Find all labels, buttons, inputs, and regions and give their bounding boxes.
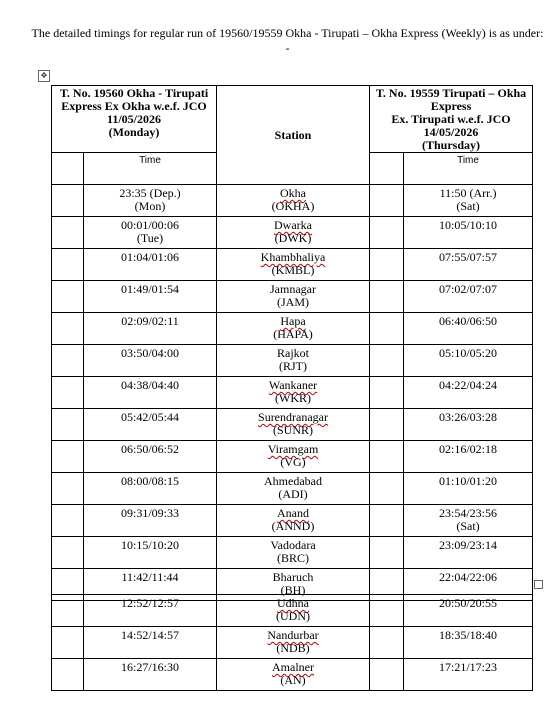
station-cell	[217, 345, 370, 377]
arrival-time-cell	[404, 473, 533, 505]
blank-cell	[52, 659, 84, 691]
departure-time-cell	[84, 313, 217, 345]
station-header: Station	[217, 86, 370, 185]
station-code: (ANND)	[271, 519, 315, 533]
table-row	[52, 627, 533, 659]
time-text: 05:42/05:44	[120, 410, 179, 424]
station-cell	[217, 659, 370, 691]
arrival-time-cell	[404, 281, 533, 313]
arrival-time-cell	[404, 377, 533, 409]
table-row	[52, 217, 533, 249]
blank-cell	[370, 345, 404, 377]
time-text: 04:38/04:40	[120, 378, 179, 392]
blank-cell	[52, 249, 84, 281]
table-row	[52, 659, 533, 691]
departure-time-cell	[84, 441, 217, 473]
time-text: 00:01/00:06	[120, 218, 179, 232]
station-cell	[217, 217, 370, 249]
table-row	[52, 377, 533, 409]
table-row	[52, 249, 533, 281]
arrival-time-cell	[404, 505, 533, 537]
time-text: 17:21/17:23	[438, 660, 497, 674]
station-code: (AN)	[280, 673, 306, 687]
station-name: Hapa	[280, 314, 306, 328]
table-row	[52, 409, 533, 441]
time-text: 03:26/03:28	[439, 410, 498, 424]
station-code: (ADI)	[278, 487, 308, 501]
station-code: (OKHA)	[271, 199, 315, 213]
station-name: Nandurbar	[267, 628, 319, 642]
blank-cell	[370, 627, 404, 659]
blank-cell	[370, 409, 404, 441]
blank-cell	[52, 377, 84, 409]
table-row	[52, 595, 533, 627]
time-label-left: Time	[84, 153, 217, 185]
station-code: (SUNR)	[272, 423, 313, 437]
station-code: (NDB)	[276, 641, 310, 655]
time-text: 06:50/06:52	[120, 442, 179, 456]
departure-time-cell	[84, 659, 217, 691]
arrival-time-cell	[404, 313, 533, 345]
departure-time-cell	[84, 185, 217, 217]
blank-cell	[370, 217, 404, 249]
blank-cell	[370, 595, 404, 627]
station-code: (VG)	[280, 455, 306, 469]
station-name: Bharuch	[272, 570, 314, 584]
station-cell	[217, 473, 370, 505]
blank-cell	[52, 281, 84, 313]
blank-cell	[52, 595, 84, 627]
right-header-line: T. No. 19559 Tirupati – Okha Express	[375, 86, 527, 113]
departure-time-cell	[84, 409, 217, 441]
station-cell	[217, 627, 370, 659]
arrival-time-cell	[404, 185, 533, 217]
blank-cell	[370, 659, 404, 691]
left-header-line: 11/05/2026	[106, 112, 161, 126]
blank-cell	[370, 185, 404, 217]
station-code: (RJT)	[279, 359, 307, 373]
departure-time-cell	[84, 281, 217, 313]
time-text: 07:02/07:07	[439, 282, 498, 296]
time-text: 04:22/04:24	[439, 378, 498, 392]
time-text: 20:50/20:55	[438, 596, 497, 610]
blank-cell	[370, 473, 404, 505]
departure-time-cell	[84, 505, 217, 537]
departure-time-cell	[84, 473, 217, 505]
station-code: (DWK)	[274, 231, 312, 245]
table-row	[52, 281, 533, 313]
table-move-handle-icon[interactable]: ✥	[38, 70, 50, 82]
right-header-line: Ex. Tirupati w.e.f. JCO 14/05/2026	[391, 112, 511, 139]
time-text: 11:42/11:44	[121, 570, 179, 584]
time-text: 18:35/18:40	[438, 628, 497, 642]
station-name: Okha	[280, 186, 306, 200]
left-header-line: T. No. 19560 Okha - Tirupati	[59, 86, 209, 100]
blank-cell	[52, 441, 84, 473]
time-text: 22:04/22:06	[439, 570, 498, 584]
departure-time-cell	[84, 249, 217, 281]
station-cell	[217, 409, 370, 441]
table-row	[52, 537, 533, 569]
time-text: 14:52/14:57	[120, 628, 179, 642]
time-text: 07:55/07:57	[439, 250, 498, 264]
time-text: 02:16/02:18	[439, 442, 498, 456]
time-text: 01:04/01:06	[120, 250, 179, 264]
timetable-part-1	[51, 85, 533, 601]
station-cell	[217, 595, 370, 627]
blank-cell	[370, 153, 404, 185]
left-header-line: Express Ex Okha w.e.f. JCO	[61, 99, 207, 113]
table-row	[52, 473, 533, 505]
time-text: 11:50 (Arr.)	[439, 186, 497, 200]
left-train-header	[52, 86, 217, 153]
blank-cell	[370, 537, 404, 569]
station-name: Udhna	[277, 596, 309, 610]
time-text: (Mon)	[134, 199, 166, 213]
blank-cell	[52, 313, 84, 345]
blank-cell	[52, 409, 84, 441]
arrival-time-cell	[404, 595, 533, 627]
station-name: Ahmedabad	[264, 474, 322, 488]
station-cell	[217, 441, 370, 473]
blank-cell	[370, 313, 404, 345]
time-text: 09:31/09:33	[120, 506, 179, 520]
time-text: 10:15/10:20	[120, 538, 179, 552]
time-text: 02:09/02:11	[121, 314, 179, 328]
station-cell	[217, 505, 370, 537]
blank-cell	[52, 345, 84, 377]
time-text: (Tue)	[136, 231, 164, 245]
time-label-right: Time	[404, 153, 533, 185]
station-name: Jamnagar	[270, 282, 316, 296]
blank-cell	[52, 185, 84, 217]
table-row	[52, 313, 533, 345]
station-cell	[217, 313, 370, 345]
station-code: (HAPA)	[273, 327, 313, 341]
blank-cell	[52, 537, 84, 569]
timetable-part-2	[51, 594, 533, 691]
blank-cell	[52, 217, 84, 249]
arrival-time-cell	[404, 345, 533, 377]
station-code: (KMBL)	[271, 263, 315, 277]
departure-time-cell	[84, 217, 217, 249]
departure-time-cell	[84, 595, 217, 627]
station-name: Viramgam	[267, 442, 319, 456]
blank-cell	[52, 153, 84, 185]
station-cell	[217, 537, 370, 569]
time-text: 01:10/01:20	[439, 474, 498, 488]
station-code: (WKR)	[275, 391, 311, 405]
station-cell	[217, 249, 370, 281]
arrival-time-cell	[404, 217, 533, 249]
table-row	[52, 185, 533, 217]
arrival-time-cell	[404, 659, 533, 691]
arrival-time-cell	[404, 441, 533, 473]
station-code: (UDN)	[276, 609, 310, 623]
blank-cell	[52, 627, 84, 659]
table-row	[52, 441, 533, 473]
time-text: 05:10/05:20	[439, 346, 498, 360]
arrival-time-cell	[404, 409, 533, 441]
station-code: (JAM)	[277, 295, 309, 309]
station-code: (BH)	[280, 583, 306, 597]
time-text: 01:49/01:54	[120, 282, 179, 296]
arrival-time-cell	[404, 627, 533, 659]
time-text: 23:09/23:14	[439, 538, 498, 552]
station-name: Anand	[277, 506, 309, 520]
station-name: Khambhaliya	[260, 250, 326, 264]
right-train-header	[370, 86, 533, 153]
table-resize-handle[interactable]	[534, 580, 543, 589]
time-text: 06:40/06:50	[439, 314, 498, 328]
departure-time-cell	[84, 345, 217, 377]
time-text: 12:52/12:57	[120, 596, 179, 610]
station-name: Amalner	[272, 660, 314, 674]
blank-cell	[370, 281, 404, 313]
station-name: Wankaner	[268, 378, 318, 392]
blank-cell	[370, 505, 404, 537]
time-text: (Sat)	[456, 519, 480, 533]
station-cell	[217, 377, 370, 409]
station-name: Rajkot	[277, 346, 309, 360]
intro-paragraph: The detailed timings for regular run of 19560/19559 Okha - Tirupati – Okha Express (Weekly) is as under: -	[31, 26, 544, 55]
left-header-line: (Monday)	[108, 125, 160, 139]
time-text: 08:00/08:15	[120, 474, 179, 488]
time-text: 03:50/04:00	[120, 346, 179, 360]
blank-cell	[52, 473, 84, 505]
station-cell	[217, 281, 370, 313]
blank-cell	[52, 505, 84, 537]
time-text: 23:54/23:56	[439, 506, 498, 520]
arrival-time-cell	[404, 249, 533, 281]
departure-time-cell	[84, 537, 217, 569]
time-text: (Sat)	[456, 199, 480, 213]
departure-time-cell	[84, 627, 217, 659]
arrival-time-cell	[404, 537, 533, 569]
blank-cell	[370, 377, 404, 409]
station-name: Surendranagar	[258, 410, 328, 424]
time-text: 10:05/10:10	[439, 218, 498, 232]
departure-time-cell	[84, 377, 217, 409]
right-header-line: (Thursday)	[422, 138, 481, 152]
table-row	[52, 345, 533, 377]
station-name: Dwarka	[274, 218, 312, 232]
time-text: 16:27/16:30	[120, 660, 179, 674]
station-cell	[217, 185, 370, 217]
table-row	[52, 505, 533, 537]
station-code: (BRC)	[276, 551, 309, 565]
blank-cell	[370, 249, 404, 281]
station-name: Vadodara	[270, 538, 316, 552]
blank-cell	[370, 441, 404, 473]
time-text: 23:35 (Dep.)	[119, 186, 181, 200]
